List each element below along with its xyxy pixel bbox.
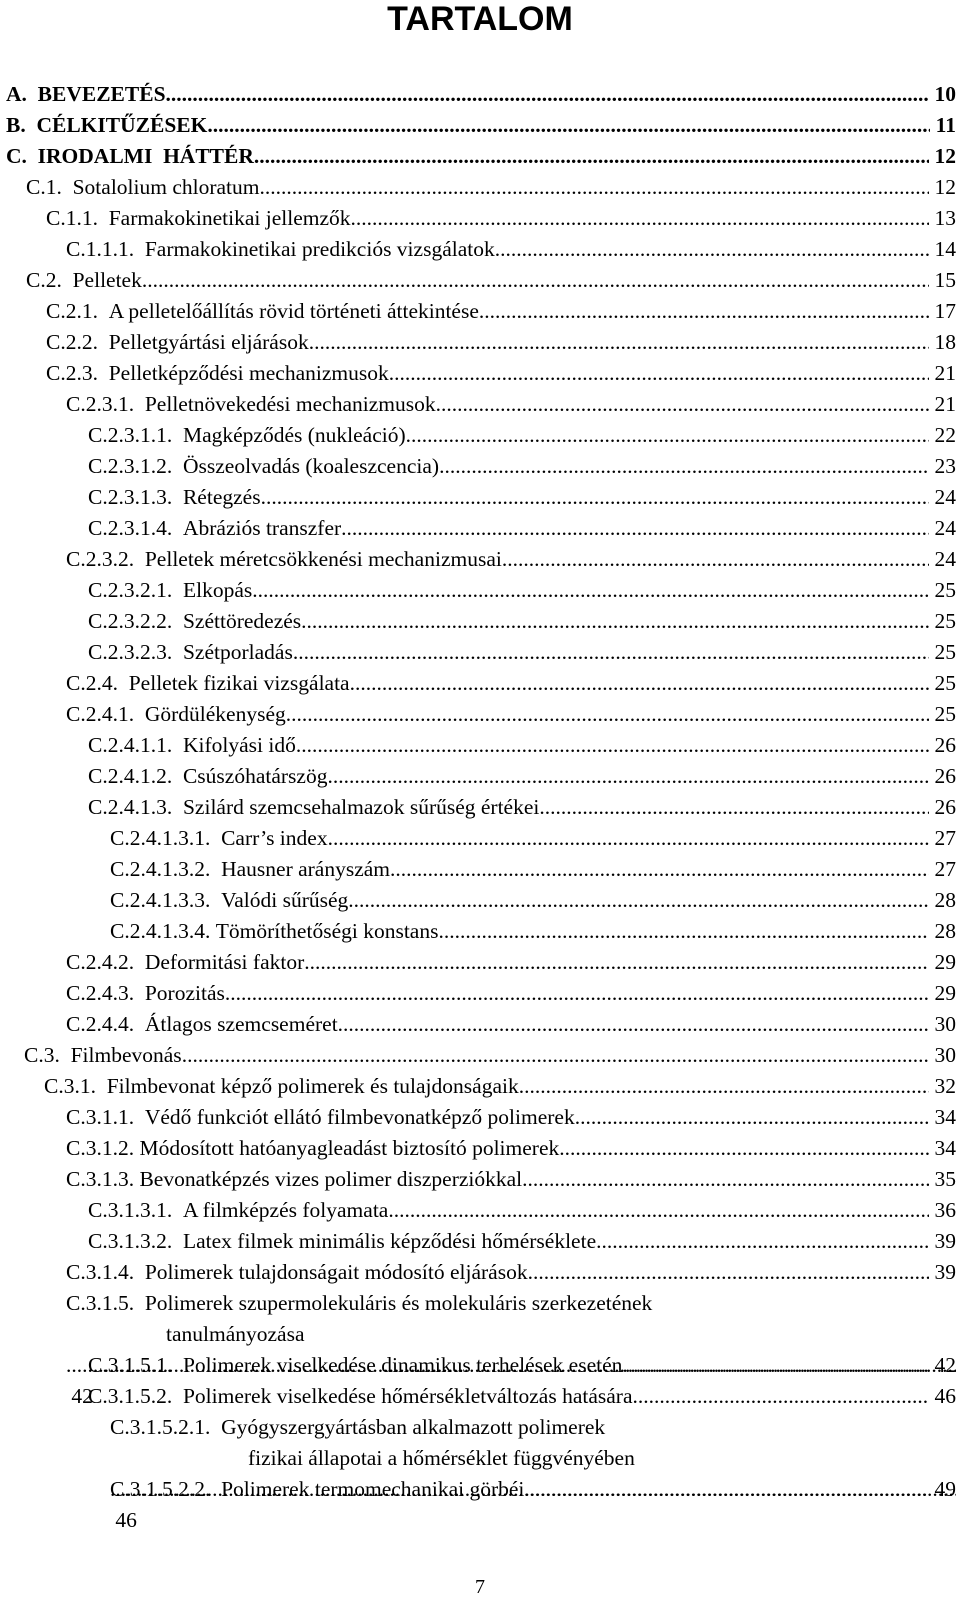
- dot-leader: [575, 1102, 929, 1133]
- toc-entry-page: 32: [929, 1074, 956, 1098]
- toc-entry-number: C.3.1.1.: [66, 1105, 145, 1129]
- toc-entry[interactable]: [0, 513, 960, 544]
- toc-entry-number: C.2.3.1.: [66, 392, 145, 416]
- toc-entry-page: 42: [929, 1353, 956, 1377]
- toc-entry-page: 29: [929, 981, 956, 1005]
- toc-entry[interactable]: [0, 823, 960, 854]
- toc-entry[interactable]: [0, 389, 960, 420]
- toc-entry-title: Gyógyszergyártásban alkalmazott polimerek: [221, 1415, 606, 1439]
- toc-entry-title: Csúszóhatárszög: [182, 764, 328, 788]
- dot-leader: [348, 885, 929, 916]
- toc-entry[interactable]: [0, 1133, 960, 1164]
- toc-entry-number: C.3.1.3.: [66, 1167, 140, 1191]
- dot-leader: [182, 1040, 929, 1071]
- toc-entry[interactable]: [0, 141, 960, 172]
- toc-entry-number: C.2.4.2.: [66, 950, 145, 974]
- toc-entry-number: C.3.1.5.2.: [88, 1384, 183, 1408]
- toc-entry-number: C.2.4.1.3.4.: [110, 919, 216, 943]
- dot-leader: [479, 296, 929, 327]
- dot-leader: [528, 1257, 930, 1288]
- toc-entry-page: 25: [929, 609, 956, 633]
- dot-leader: [327, 761, 929, 792]
- toc-entry-title: Pelletnövekedési mechanizmusok: [144, 392, 436, 416]
- toc-entry-number: C.2.3.1.1.: [88, 423, 183, 447]
- toc-entry-number: A.: [6, 82, 38, 106]
- toc-entry-page: 46: [110, 1508, 137, 1532]
- toc-entry-title: Filmbevonat képző polimerek és tulajdonságaik: [106, 1074, 519, 1098]
- toc-entry-title: Összeolvadás (koaleszcencia): [182, 454, 440, 478]
- toc-entry-number: C.3.1.5.2.1.: [110, 1415, 222, 1439]
- toc-entry-number: C.2.4.1.: [66, 702, 145, 726]
- dot-leader: [390, 854, 929, 885]
- dot-leader: [252, 575, 929, 606]
- toc-entry-page: 30: [929, 1012, 956, 1036]
- toc-entry-page: 12: [929, 144, 956, 168]
- toc-entry-number: C.: [6, 144, 38, 168]
- toc-entry-title: IRODALMI HÁTTÉR: [37, 144, 254, 168]
- toc-entry-page: 24: [929, 485, 956, 509]
- toc-entry-page: 42: [66, 1384, 93, 1408]
- toc-entry-page: 21: [929, 361, 956, 385]
- toc-entry-title: BEVEZETÉS: [37, 82, 166, 106]
- dot-leader: [406, 420, 929, 451]
- dot-leader: [502, 544, 929, 575]
- dot-leader: [207, 110, 930, 141]
- toc-entry-page: 39: [929, 1260, 956, 1284]
- toc-entry-number: C.3.1.3.1.: [88, 1198, 183, 1222]
- toc-entry-page: 13: [929, 206, 956, 230]
- toc-entry-number: C.3.1.3.2.: [88, 1229, 183, 1253]
- dot-leader: [341, 513, 929, 544]
- toc-entry-title: Gördülékenység: [144, 702, 286, 726]
- toc-entry-title: Módosított hatóanyagleadást biztosító polimerek: [139, 1136, 560, 1160]
- toc-entry[interactable]: [0, 1381, 960, 1412]
- toc-entry[interactable]: [0, 699, 960, 730]
- toc-entry[interactable]: [0, 1474, 960, 1505]
- toc-entry-page: 25: [929, 671, 956, 695]
- toc-entry-number: C.3.1.4.: [66, 1260, 145, 1284]
- toc-entry-title: Tömöríthetőségi konstans: [215, 919, 439, 943]
- dot-leader: [225, 978, 929, 1009]
- toc-entry[interactable]: [0, 358, 960, 389]
- toc-entry-number: C.2.4.1.3.2.: [110, 857, 222, 881]
- toc-entry-number: C.2.1.: [46, 299, 109, 323]
- toc-entry[interactable]: [0, 110, 960, 141]
- toc-entry[interactable]: [0, 544, 960, 575]
- dot-leader: [388, 1195, 929, 1226]
- toc-entry-title: Latex filmek minimális képződési hőmérséklete: [182, 1229, 597, 1253]
- toc-entry-title: Polimerek viselkedése hőmérsékletváltozás hatására: [182, 1384, 633, 1408]
- toc-entry-number: C.2.4.4.: [66, 1012, 145, 1036]
- dot-leader: [519, 1071, 929, 1102]
- toc-entry-page: 10: [929, 82, 956, 106]
- toc-entry-page: 14: [929, 237, 956, 261]
- toc-entry-number: C.2.3.2.1.: [88, 578, 183, 602]
- toc-entry[interactable]: [0, 1350, 960, 1381]
- dot-leader: [304, 947, 929, 978]
- dot-leader: [309, 327, 929, 358]
- toc-entry-page: 11: [930, 113, 956, 137]
- toc-entry-number: C.3.1.: [44, 1074, 107, 1098]
- toc-entry-title: Polimerek viselkedése dinamikus terhelések esetén: [182, 1353, 623, 1377]
- dot-leader: [596, 1226, 929, 1257]
- dot-leader: [436, 389, 930, 420]
- toc-entry-title-continuation: tanulmányozása: [166, 1322, 305, 1346]
- dot-leader: [301, 606, 929, 637]
- toc-entry-page: 29: [929, 950, 956, 974]
- dot-leader: [293, 637, 929, 668]
- toc-entry-title: Bevonatképzés vizes polimer diszperziókkal: [139, 1167, 523, 1191]
- toc-entry-page: 21: [929, 392, 956, 416]
- toc-entry-title: Pelletek: [72, 268, 142, 292]
- toc-entry-page: 34: [929, 1136, 956, 1160]
- dot-leader: [438, 916, 929, 947]
- toc-entry-number: C.1.1.: [46, 206, 109, 230]
- toc-entry-number: C.2.4.3.: [66, 981, 145, 1005]
- toc-entry-title: Elkopás: [182, 578, 253, 602]
- toc-entry-number: C.2.3.2.: [66, 547, 145, 571]
- toc-entry-title: A pelletelőállítás rövid történeti áttekintése: [108, 299, 479, 323]
- toc-entry-title: Pelletek fizikai vizsgálata: [128, 671, 350, 695]
- toc-entry-page: 26: [929, 764, 956, 788]
- dot-leader: [166, 79, 930, 110]
- toc-entry-number: C.2.2.: [46, 330, 109, 354]
- table-of-contents: [0, 79, 960, 1532]
- toc-entry[interactable]: [0, 296, 960, 327]
- toc-entry-title: Filmbevonás: [70, 1043, 182, 1067]
- toc-entry-page: 17: [929, 299, 956, 323]
- toc-entry-page: 28: [929, 919, 956, 943]
- toc-entry-number: C.2.4.1.3.3.: [110, 888, 222, 912]
- toc-entry[interactable]: [0, 792, 960, 823]
- toc-entry[interactable]: [0, 1009, 960, 1040]
- toc-entry-title: Farmakokinetikai predikciós vizsgálatok: [144, 237, 495, 261]
- toc-entry-number: C.2.4.: [66, 671, 129, 695]
- page-number: 7: [475, 1576, 485, 1598]
- toc-entry-title: Porozitás: [144, 981, 225, 1005]
- toc-entry-number: C.2.3.1.2.: [88, 454, 183, 478]
- toc-entry-title: CÉLKITŰZÉSEK: [36, 113, 208, 137]
- dot-leader: [524, 1474, 929, 1505]
- dot-leader: [559, 1133, 929, 1164]
- toc-entry-title: Átlagos szemcseméret: [144, 1012, 338, 1036]
- toc-entry-title: Polimerek termomechanikai görbéi: [221, 1477, 525, 1501]
- dot-leader: [254, 141, 929, 172]
- toc-entry-page: 15: [929, 268, 956, 292]
- toc-entry-page: 23: [929, 454, 956, 478]
- dot-leader: [622, 1350, 929, 1381]
- toc-entry[interactable]: [0, 79, 960, 110]
- toc-entry[interactable]: [0, 1040, 960, 1071]
- toc-entry-title: Sotalolium chloratum: [72, 175, 260, 199]
- toc-entry-number: C.3.1.5.: [66, 1291, 145, 1315]
- dot-leader: [495, 234, 929, 265]
- toc-entry-number: C.2.4.1.3.: [88, 795, 183, 819]
- dot-leader: [286, 699, 929, 730]
- toc-entry[interactable]: [0, 234, 960, 265]
- toc-entry-page: 49: [929, 1477, 956, 1501]
- toc-entry[interactable]: [0, 1071, 960, 1102]
- toc-entry-title: Carr’s index: [221, 826, 328, 850]
- toc-entry[interactable]: [0, 1257, 960, 1288]
- toc-entry[interactable]: [0, 885, 960, 916]
- toc-entry[interactable]: [0, 575, 960, 606]
- toc-entry-title: Polimerek tulajdonságait módosító eljárások: [144, 1260, 528, 1284]
- toc-entry-number: C.2.3.2.2.: [88, 609, 183, 633]
- toc-entry-number: C.2.4.1.3.1.: [110, 826, 222, 850]
- toc-entry-page: 34: [929, 1105, 956, 1129]
- toc-entry[interactable]: [0, 1226, 960, 1257]
- toc-entry-title: Farmakokinetikai jellemzők: [108, 206, 351, 230]
- toc-entry-number: C.2.3.: [46, 361, 109, 385]
- toc-entry-title: Abráziós transzfer: [182, 516, 342, 540]
- toc-entry-number: B.: [6, 113, 37, 137]
- toc-entry[interactable]: [0, 1195, 960, 1226]
- toc-entry-title: Polimerek szupermolekuláris és molekuláris szerkezetének: [144, 1291, 653, 1315]
- toc-entry[interactable]: [0, 1164, 960, 1195]
- toc-entry-page: 36: [929, 1198, 956, 1222]
- toc-entry[interactable]: [0, 978, 960, 1009]
- toc-entry[interactable]: [0, 668, 960, 699]
- page-title: TARTALOM: [387, 0, 573, 38]
- toc-entry-number: C.3.1.2.: [66, 1136, 140, 1160]
- toc-entry[interactable]: [0, 730, 960, 761]
- toc-entry-number: C.2.3.1.4.: [88, 516, 183, 540]
- toc-entry-title: Pelletgyártási eljárások: [108, 330, 309, 354]
- toc-entry-title: Széttöredezés: [182, 609, 302, 633]
- toc-entry-number: C.3.: [24, 1043, 71, 1067]
- dot-leader: [633, 1381, 930, 1412]
- dot-leader: [439, 451, 929, 482]
- dot-leader: [296, 730, 929, 761]
- toc-entry[interactable]: [0, 761, 960, 792]
- dot-leader: [328, 823, 930, 854]
- toc-entry[interactable]: [0, 420, 960, 451]
- toc-entry-page: 24: [929, 547, 956, 571]
- toc-entry-title: Szilárd szemcsehalmazok sűrűség értékei: [182, 795, 540, 819]
- dot-leader: [351, 203, 930, 234]
- toc-entry-page: 27: [929, 857, 956, 881]
- toc-entry-title-continuation: fizikai állapotai a hőmérséklet függvényében: [248, 1446, 635, 1470]
- toc-entry[interactable]: [0, 203, 960, 234]
- toc-entry-page: 35: [929, 1167, 956, 1191]
- dot-leader: [142, 265, 929, 296]
- dot-leader: [338, 1009, 929, 1040]
- toc-entry[interactable]: [0, 1102, 960, 1133]
- toc-entry-title: Rétegzés: [182, 485, 261, 509]
- toc-entry-number: C.3.1.5.2.2.: [110, 1477, 222, 1501]
- toc-entry-page: 46: [929, 1384, 956, 1408]
- toc-entry-page: 30: [929, 1043, 956, 1067]
- toc-entry-title: A filmképzés folyamata: [182, 1198, 389, 1222]
- toc-entry-page: 18: [929, 330, 956, 354]
- dot-leader: [261, 482, 930, 513]
- toc-entry-number: C.2.: [26, 268, 73, 292]
- toc-entry[interactable]: [0, 947, 960, 978]
- toc-entry-number: C.2.4.1.1.: [88, 733, 183, 757]
- toc-entry-title: Pelletek méretcsökkenési mechanizmusai: [144, 547, 502, 571]
- toc-entry-page: 24: [929, 516, 956, 540]
- dot-leader: [260, 172, 930, 203]
- toc-entry[interactable]: [0, 637, 960, 668]
- toc-entry-title: Kifolyási idő: [182, 733, 296, 757]
- toc-entry-page: 26: [929, 795, 956, 819]
- toc-entry-page: 28: [929, 888, 956, 912]
- toc-entry-page: 25: [929, 578, 956, 602]
- dot-leader: [522, 1164, 929, 1195]
- toc-entry-title: Deformitási faktor: [144, 950, 305, 974]
- toc-entry-page: 25: [929, 640, 956, 664]
- toc-entry[interactable]: [0, 482, 960, 513]
- toc-entry-title: Szétporladás: [182, 640, 293, 664]
- toc-entry-number: C.1.1.1.: [66, 237, 145, 261]
- toc-entry-page: 25: [929, 702, 956, 726]
- toc-entry-page: 12: [929, 175, 956, 199]
- toc-entry-number: C.2.3.2.3.: [88, 640, 183, 664]
- toc-entry[interactable]: [0, 327, 960, 358]
- toc-entry[interactable]: [0, 451, 960, 482]
- dot-leader: [389, 358, 929, 389]
- toc-entry[interactable]: [0, 265, 960, 296]
- toc-entry-number: C.2.3.1.3.: [88, 485, 183, 509]
- toc-entry-number: C.3.1.5.1.: [88, 1353, 183, 1377]
- toc-entry-page: 27: [929, 826, 956, 850]
- toc-entry-page: 39: [929, 1229, 956, 1253]
- toc-entry[interactable]: [0, 854, 960, 885]
- toc-entry[interactable]: [0, 606, 960, 637]
- toc-entry-title: Pelletképződési mechanizmusok: [108, 361, 389, 385]
- toc-entry[interactable]: [0, 172, 960, 203]
- dot-leader: [350, 668, 930, 699]
- toc-entry-number: C.2.4.1.2.: [88, 764, 183, 788]
- toc-entry-title: Magképződés (nukleáció): [182, 423, 406, 447]
- toc-entry-number: C.1.: [26, 175, 73, 199]
- toc-entry-page: 22: [929, 423, 956, 447]
- toc-entry-title: Valódi sűrűség: [221, 888, 349, 912]
- dot-leader: [539, 792, 929, 823]
- toc-entry-page: 26: [929, 733, 956, 757]
- toc-entry-title: Hausner arányszám: [221, 857, 391, 881]
- toc-entry[interactable]: [0, 916, 960, 947]
- toc-entry-title: Védő funkciót ellátó filmbevonatképző polimerek: [144, 1105, 575, 1129]
